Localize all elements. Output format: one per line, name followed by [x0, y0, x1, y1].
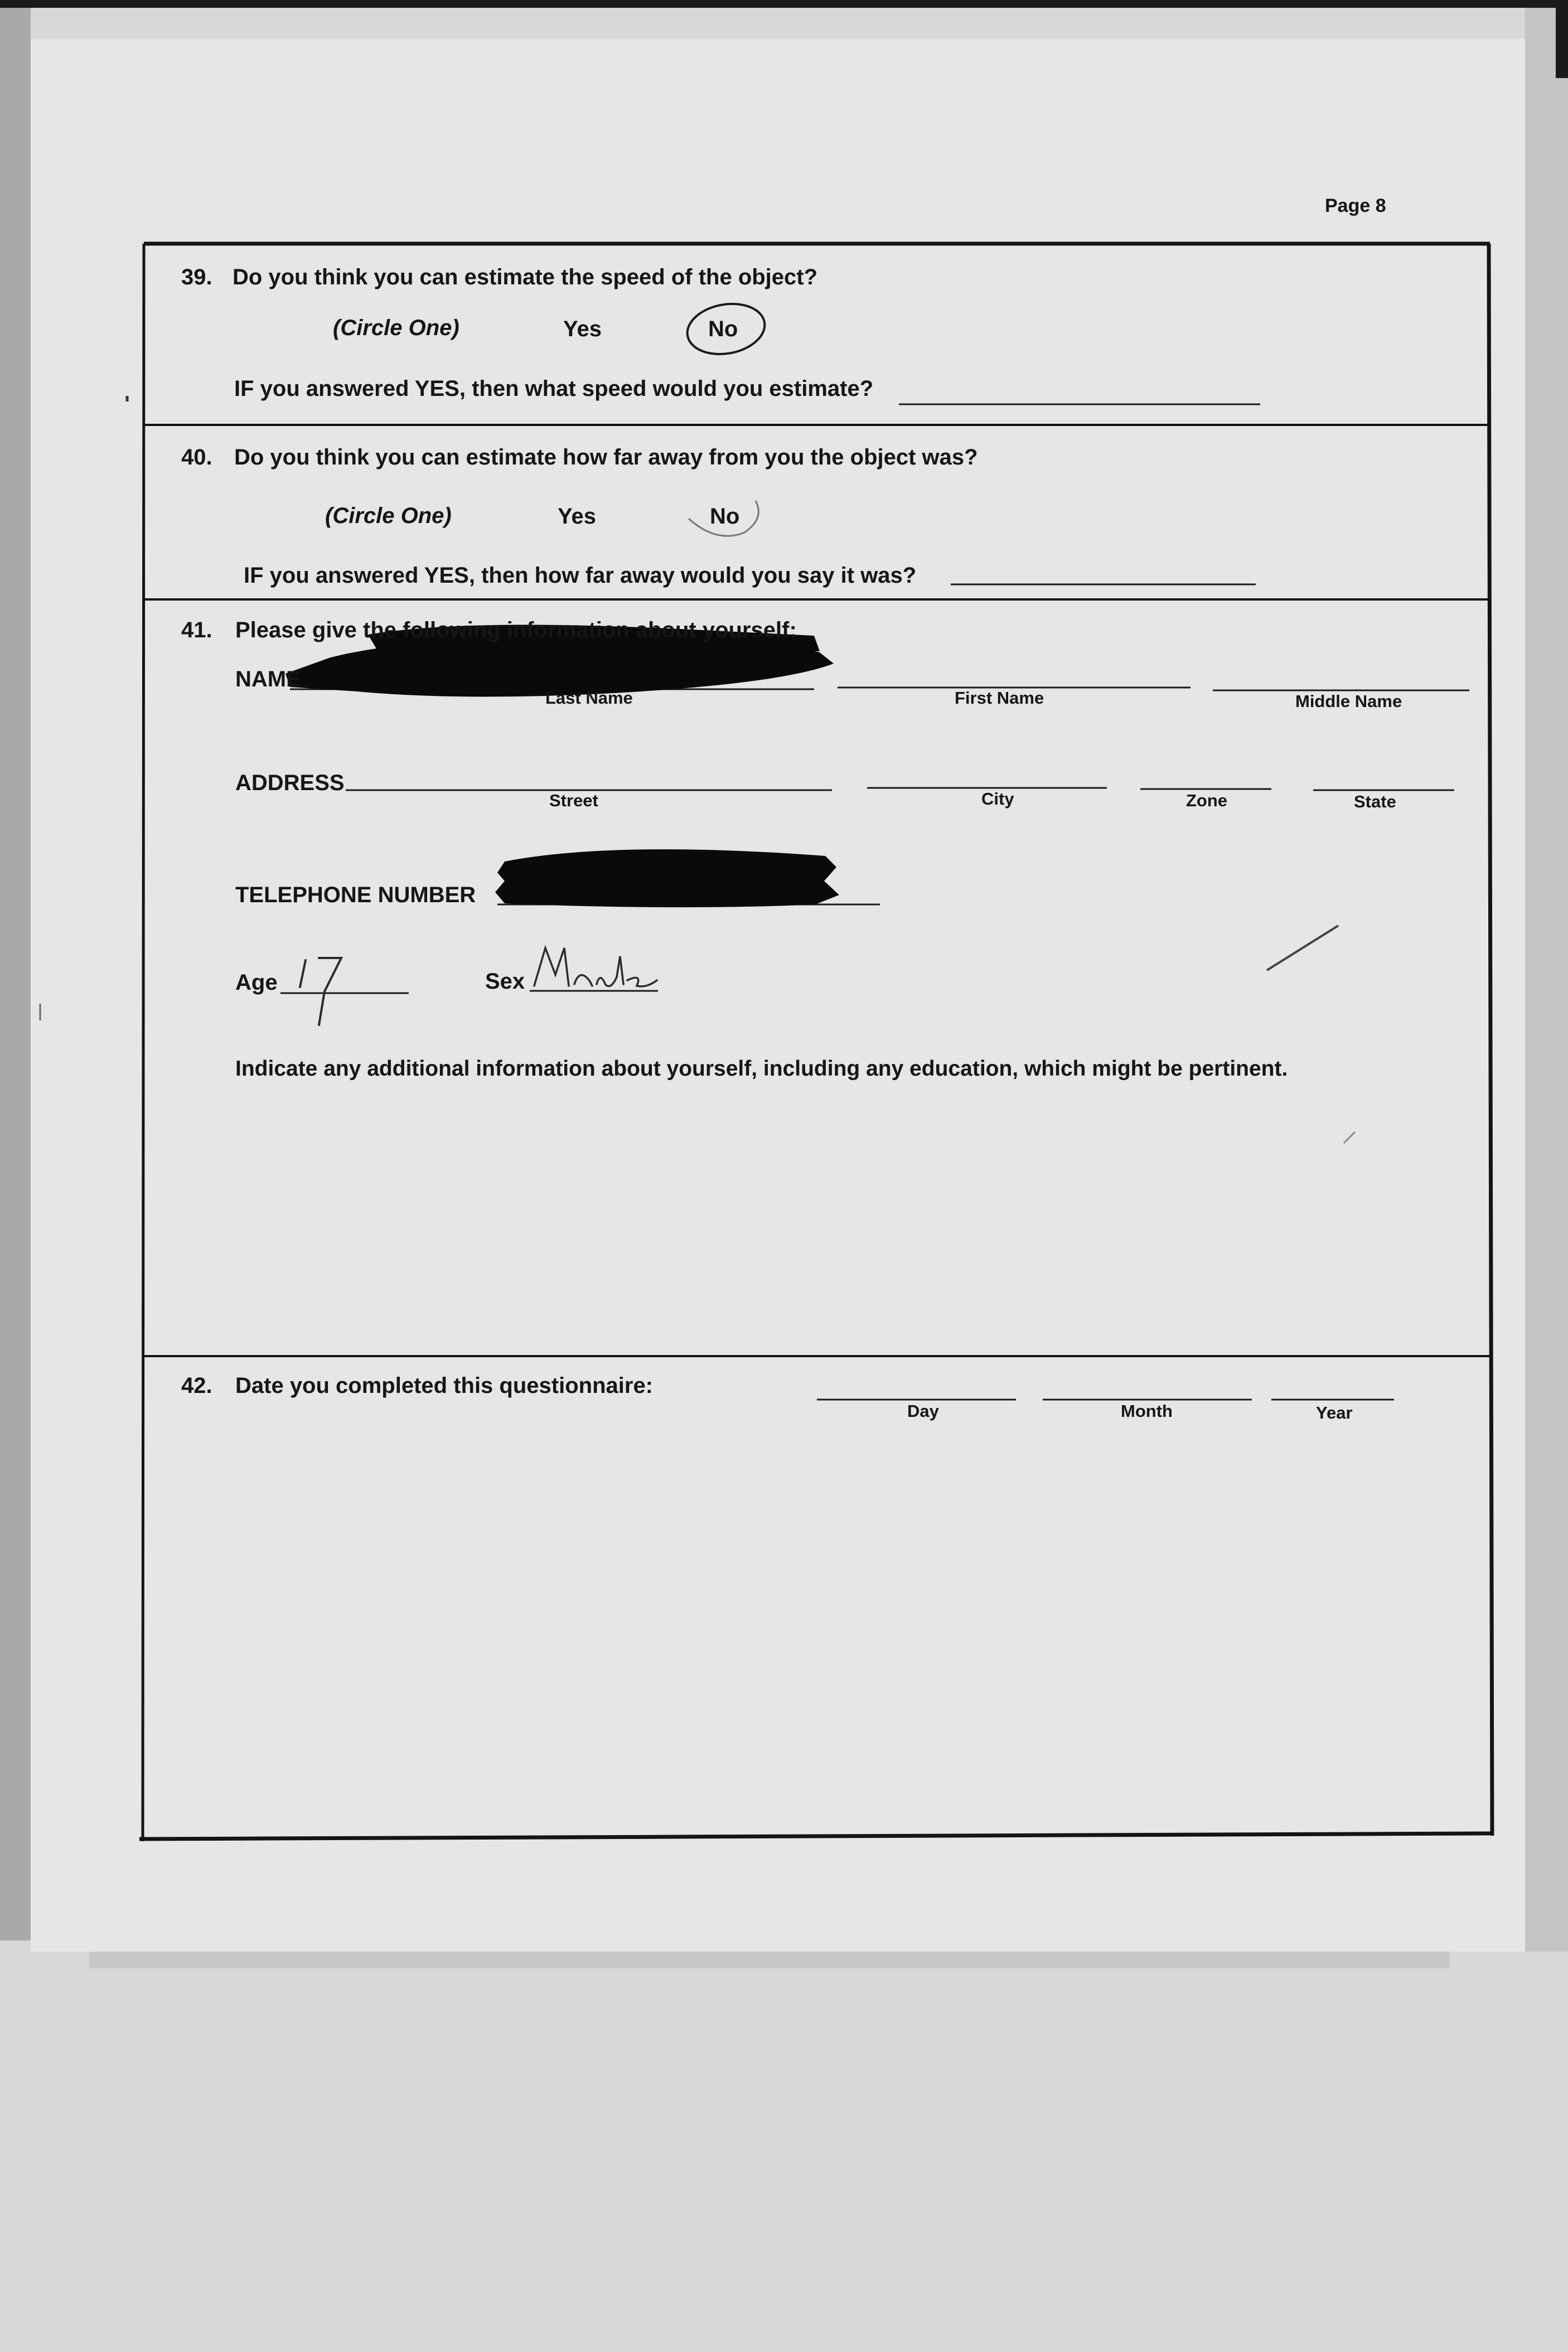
- q40-option-no[interactable]: No: [710, 504, 740, 529]
- state-caption: State: [1354, 792, 1396, 811]
- month-caption: Month: [1121, 1401, 1173, 1421]
- age-label: Age: [235, 970, 278, 995]
- page-number: Page 8: [1325, 195, 1386, 216]
- q41-number: 41.: [181, 618, 212, 642]
- q40-followup: IF you answered YES, then how far away would you say it was?: [244, 563, 917, 588]
- paper-sheet: [31, 39, 1525, 1952]
- address-label: ADDRESS: [235, 771, 345, 795]
- q42-question: Date you completed this questionnaire:: [235, 1373, 654, 1398]
- day-caption: Day: [907, 1401, 939, 1421]
- q41-intro: Please give the following information about yourself:: [235, 618, 797, 642]
- q39-followup: IF you answered YES, then what speed would you estimate?: [234, 376, 874, 401]
- q39-circle-label: (Circle One): [333, 316, 459, 340]
- last-name-caption: Last Name: [545, 688, 633, 708]
- city-caption: City: [981, 789, 1014, 809]
- middle-name-caption: Middle Name: [1295, 691, 1402, 711]
- q39-question: Do you think you can estimate the speed of the object?: [233, 265, 818, 289]
- q40-option-yes[interactable]: Yes: [558, 504, 596, 529]
- zone-caption: Zone: [1186, 791, 1228, 810]
- q42-number: 42.: [181, 1373, 212, 1398]
- telephone-label: TELEPHONE NUMBER: [235, 883, 476, 907]
- q39-option-yes[interactable]: Yes: [563, 317, 602, 341]
- additional-info-prompt: Indicate any additional information about yourself, including any education, which might be pertinent.: [235, 1057, 1288, 1081]
- street-caption: Street: [549, 791, 598, 810]
- q40-question: Do you think you can estimate how far away from you the object was?: [234, 445, 978, 470]
- name-label: NAME: [235, 667, 301, 691]
- first-name-caption: First Name: [955, 688, 1044, 708]
- q39-number: 39.: [181, 265, 212, 289]
- q40-circle-label: (Circle One): [325, 504, 452, 528]
- sex-label: Sex: [485, 969, 525, 994]
- q39-option-no[interactable]: No: [708, 317, 738, 341]
- year-caption: Year: [1316, 1403, 1353, 1422]
- q40-number: 40.: [181, 445, 212, 470]
